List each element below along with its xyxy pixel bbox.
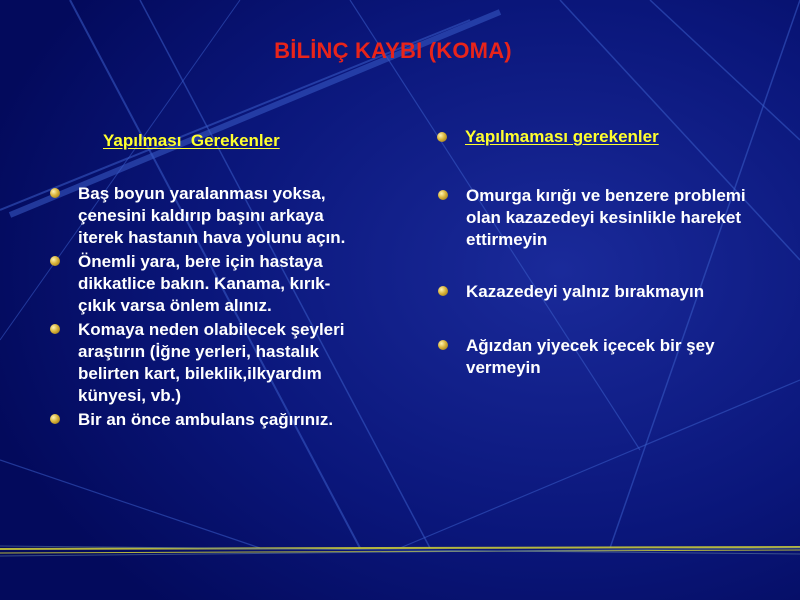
list-item xyxy=(78,409,368,431)
list-item-text: Omurga kırığı ve benzere problemi olan kazazedeyi kesinlikle hareket ettirmeyin xyxy=(466,186,746,249)
list-item-text: Baş boyun yaralanması yoksa, çenesini kaldırıp başını arkaya iterek hastanın hava yolunu açın. xyxy=(78,184,346,247)
slide-title: BİLİNÇ KAYBI (KOMA) xyxy=(274,38,512,63)
list-item-text: Önemli yara, bere için hastaya dikkatlice bakın. Kanama, kırık-çıkık varsa önlem alınız. xyxy=(78,252,331,315)
left-bullet-list xyxy=(78,183,368,433)
list-item xyxy=(78,319,368,407)
bullet-icon xyxy=(50,256,60,266)
bullet-icon xyxy=(438,190,448,200)
left-column-heading: Yapılması Gerekenler xyxy=(103,131,280,150)
bullet-icon xyxy=(50,188,60,198)
list-item-text: Bir an önce ambulans çağırınız. xyxy=(78,410,334,429)
bullet-icon xyxy=(438,340,448,350)
list-item xyxy=(78,183,368,249)
right-heading-bullet-icon xyxy=(437,132,447,142)
list-item-text: Komaya neden olabilecek şeyleri araştırın (İğne yerleri, hastalık belirten kart, bileklik,ilkyardım künyesi, vb.) xyxy=(78,320,345,405)
list-item xyxy=(466,185,776,251)
right-bullet-list xyxy=(466,185,776,379)
right-column-heading: Yapılmaması gerekenler xyxy=(465,127,659,146)
list-item-text: Ağızdan yiyecek içecek bir şey vermeyin xyxy=(466,336,715,377)
list-item xyxy=(78,251,368,317)
list-item xyxy=(466,281,776,303)
list-item xyxy=(466,335,776,379)
bullet-icon xyxy=(438,286,448,296)
bullet-icon xyxy=(50,324,60,334)
bullet-icon xyxy=(50,414,60,424)
list-item-text: Kazazedeyi yalnız bırakmayın xyxy=(466,282,705,301)
